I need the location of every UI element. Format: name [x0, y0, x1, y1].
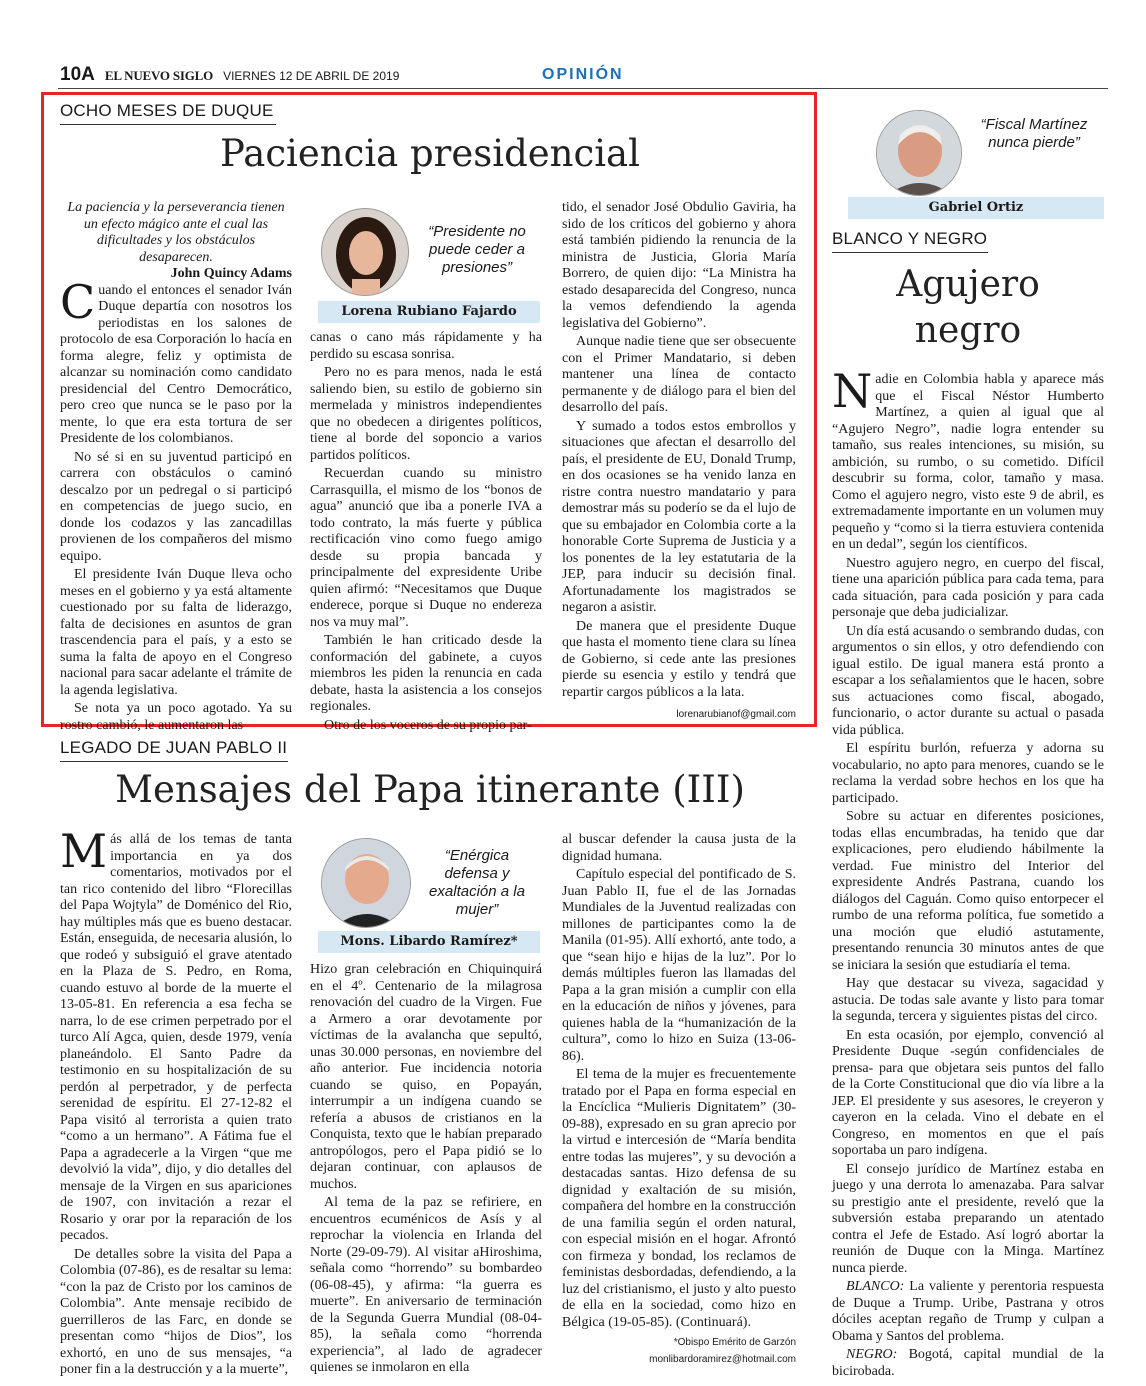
paragraph: Cuando el entonces el senador Iván Duque departía con nosotros los periodistas en los salones de protocolo de esa Corporación lo hacía en forma alegre, feliz y optimista de alcanzar su nominación como candidato presidencial del Centro Democrático, pero creo que nunca se le paso por la mente, lo que era esta tortura de ser Presidente de los colombianos. — [60, 274, 292, 446]
article2-column-3 — [562, 832, 796, 1368]
article2-column-2 — [310, 962, 542, 1377]
paragraph: Nadie en Colombia habla y aparece más que el Fiscal Néstor Humberto Martínez, a quien al igual que al “Agujero Negro”, nadie logra entender su tamaño, sus reales intenciones, su misión, su ambición, su rumbo, o su cometido. Difícil descubrir su forma, color, tamaño y masa. Como el agujero negro, visto este 9 de abril, es extremadamente importante en un volumen muy pequeño y “como si la tierra estuviera contenida en un dedal”, según los científicos. — [832, 364, 1104, 552]
masthead — [60, 64, 399, 86]
author-name: Lorena Rubiano Fajardo — [318, 301, 540, 323]
pull-quote: “Enérgica defensa y exaltación a la mujer” — [429, 847, 525, 918]
paragraph: Otro de los voceros de su propio par- — [324, 717, 532, 733]
paragraph: tido, el senador José Obdulio Gaviria, ha sido de los críticos del gobierno y ahora está también pidiendo la renuncia de la ministra de Justicia, Gloria María Borrero, de quien dijo: “La Ministra ha estado desaparecida del Congreso, nunca la vemos defendiendo la agenda legislativa del Gobierno”. — [562, 200, 796, 331]
article2-column-1 — [60, 824, 292, 1379]
article1-column-1 — [60, 200, 292, 734]
paragraph: También le han criticado desde la conformación del gabinete, a cuyos miembros les piden la renuncia en cada debate, hasta la asistencia a los consejos regionales. — [310, 633, 542, 714]
masthead-rule — [58, 88, 1108, 89]
author-photo — [321, 838, 411, 928]
paragraph: NEGRO: Bogotá, capital mundial de la bicirobada. — [832, 1347, 1104, 1379]
pull-quote: “Presidente no puede ceder a presiones” — [428, 223, 526, 276]
footnote: *Obispo Emérito de Garzón — [673, 1337, 796, 1348]
paragraph: De manera que el presidente Duque que hasta el momento tiene clara su línea de Gobierno, si cede ante las presiones pierde su esencia y estilo y tendrá que repartir cargos públicos a la lata. — [562, 618, 796, 700]
author-name: Gabriel Ortiz — [848, 197, 1104, 219]
newspaper-name: EL NUEVO SIGLO — [104, 68, 214, 83]
kicker-underline — [60, 124, 276, 125]
article2-author-box — [318, 835, 540, 953]
paragraph: De detalles sobre la visita del Papa a Colombia (07-86), es de resaltar su lema: “con la paz de Cristo por los caminos de Colombia”. Ante mensaje recibido de guerrilleros de las Farc, en donde se presentan como “hijos de Dios”, los exhortó, en uno de sus mensajes, “a poner fin a la destrucción y a la muerte”, — [60, 1246, 292, 1377]
article1-kicker: OCHO MESES DE DUQUE — [60, 101, 274, 120]
paragraph: En esta ocasión, por ejemplo, convenció al Presidente Duque -según confidenciales de prensa- para que objetara seis puntos del fallo de la Corte Constitucional que dio vía libre a la JEP. El presidente y sus asesores, le creyeron y cayeron en la celada. Vino el debate en el Congreso, en momentos en que el país soportaba un paro indígena. — [832, 1027, 1104, 1158]
epigraph: La paciencia y la perseverancia tienen un efecto mágico ante el cual las dificultades y los obstáculos desaparecen. — [67, 200, 285, 265]
paragraph: Pero no es para menos, nada le está saliendo bien, su estilo de gobierno sin mermelada y ministros independientes que no obedecen a dirigentes políticos, tiene al borde del soponcio a varios partidos políticos. — [310, 365, 542, 463]
paragraph: Se nota ya un poco agotado. Ya su rostro cambió, le aumentaron las — [60, 701, 292, 733]
drop-cap: M — [60, 824, 108, 878]
paragraph: BLANCO: La valiente y perentoria respuesta de Duque a Trump. Uribe, Pastrana y otros dóciles aceptan regaño de Trump y culpan a Obama y Santos del problema. — [832, 1279, 1104, 1344]
issue-date: VIERNES 12 DE ABRIL DE 2019 — [223, 69, 400, 83]
paragraph: Sobre su actuar en diferentes posiciones, todas ellas encumbradas, ha tenido que dar explicaciones, pero eludiendo hábilmente la verdad. Fue ministro del Interior del expresidente Andrés Pastrana, cuando los diálogos del Caguán. Como quiso entorpecer el rumbo de una reforma política, fue sometido a una moción que eludió astutamente, presentando renuncia 30 minutos antes de que se iniciara la sesión que estudiaría el tema. — [832, 809, 1104, 973]
paragraph: Recuerdan cuando su ministro Carrasquilla, el mismo de los “bonos de agua” anunció que iba a ponerle IVA a todo contrato, la más fuerte y pública rectificación vino como fuego amigo desde su propia bancada y principalmente del expresidente Uribe quien afirmó: “Necesitamos que Duque enderece, porque si Duque no endereza nos va muy mal”. — [310, 466, 542, 630]
paragraph: Nuestro agujero negro, en cuerpo del fiscal, tiene una aparición pública para cada tema, para cada situación, para cada posición y para cada personaje que deba judicializar. — [832, 555, 1104, 620]
paragraph: El consejo jurídico de Martínez estaba en juego y una derrota lo amenazaba. Para salvar su prestigio ante el presidente, reveló que la subversión estaba preparando un atentado contra el Jefe de Estado. Así logró abortar la reunión de Duque con la Minga. Martínez nunca pierde. — [832, 1161, 1104, 1276]
paragraph: El presidente Iván Duque lleva ocho meses en el gobierno y ya está altamente cuestionado por su falta de liderazgo, falta de decisiones en asuntos de gran trascendencia para el país, y a esto se suma la falta de apoyo en el Congreso nacional para sacar adelante el trámite de la agenda legislativa. — [60, 567, 292, 698]
author-email: lorenarubianof@gmail.com — [676, 709, 796, 720]
paragraph: Y sumado a todos estos embrollos y situaciones que afectan el desarrollo del país, el presidente de EU, Donald Trump, en dos ocasiones se ha venido lanza en ristre contra nuestro mandatario y para demostrar más su poderío se da el lujo de que su embajador en Colombia corte a la honorable Corte Suprema de Justicia y a los ponentes de la ley estatutaria de la JEP, para inducir su decisión final. Afortunadamente los magistrados se negaron a asistir. — [562, 418, 796, 615]
article2-headline: Mensajes del Papa itinerante (III) — [115, 768, 745, 811]
paragraph: Hay que destacar su viveza, sagacidad y astucia. De todas sale avante y listo para tomar la segunda, tercera y siguientes pistas del circo. — [832, 976, 1104, 1024]
pull-quote: “Fiscal Martínez nunca pierde” — [980, 116, 1088, 151]
headline-line: negro — [914, 310, 1022, 351]
paragraph: Aunque nadie tiene que ser obsecuente con el Primer Mandatario, si deben mantener una línea de contacto permanente y de diálogo para el bien del desarrollo del país. — [562, 334, 796, 415]
article1-headline: Paciencia presidencial — [220, 132, 640, 175]
paragraph: Un día está acusando o sembrando dudas, con argumentos o sin ellos, y otro defendiendo con igual estilo. De igual manera está pronto a escapar a los señalamientos que le hacen, sobre sus actuaciones como fiscal, abogado, funcionario, o actor durante su actual o pasada vida pública. — [832, 623, 1104, 738]
article1-column-3 — [562, 200, 796, 724]
paragraph: canas o cano más rápidamente y ha perdido su escasa sonrisa. — [310, 330, 542, 362]
drop-cap: N — [832, 364, 873, 418]
paragraph: Hizo gran celebración en Chiquinquirá en el 4º. Centenario de la milagrosa renovación del cuadro de la Virgen. Fue a Armero a orar devotamente por víctimas de la avalancha que sepultó, unas 30.000 personas, en noviembre del año anterior. Fue incidencia notoria cuando se quiso, en Popayán, interrumpir a un indígena cuando se refería a abusos de cristianos en la Conquista, texto que le habían preparado antropólogos, pero el Papa pidió se lo dejaran continuar, con aplausos de muchos. — [310, 962, 542, 1192]
author-name: Mons. Libardo Ramírez* — [318, 931, 540, 953]
label-negro: NEGRO: — [846, 1347, 898, 1362]
kicker-underline — [832, 252, 988, 253]
paragraph: El espíritu burlón, refuerza y adorna su vocabulario, no apto para menores, cuando se le reclama la verdad sobre hechos en los que ha participado. — [832, 741, 1104, 806]
section-title: OPINIÓN — [542, 66, 624, 83]
article3-kicker: BLANCO Y NEGRO — [832, 229, 988, 248]
paragraph: Capítulo especial del pontificado de S. Juan Pablo II, fue el de las Jornadas Mundiales de la Juventud realizadas con millones de participantes como la de Manila (01-95). Allí exhortó, ante todo, a que “sean hijo e hijas de la luz”. Por lo demás múltiples fueron las llamadas del Papa a la gran misión a cumplir con ella en la educación de niños y jóvenes, para quienes habla de la “humanización de la cultura”, como lo hizo en Suiza (13-06-86). — [562, 867, 796, 1064]
drop-cap: C — [60, 274, 96, 329]
headline-line: Agujero — [896, 264, 1040, 305]
paragraph: al buscar defender la causa justa de la dignidad humana. — [562, 832, 796, 864]
author-email: monlibardoramirez@hotmail.com — [649, 1353, 796, 1365]
paragraph: El tema de la mujer es frecuentemente tratado por el Papa en forma especial en la Encíclica “Mulieris Dignitatem” (30-09-88), expresado en su gran aprecio por la virtud e intercesión de “María bendita entre todas las mujeres”, y su devoción a destacadas santas. Hizo defensa de su dignidad y exaltación de su misión, compañera del hombre en la construcción de una familia según el orden natural, con especial misión en el hogar. Afrontó con firmeza y bondad, los reclamos de feministas desbordadas, defendiendo, a la luz del cristianismo, el justo y alto puesto de ella en la sociedad, como hizo en Bélgica (19-05-85). (Continuará). — [562, 1067, 796, 1330]
author-photo — [321, 208, 409, 296]
article3-headline — [832, 262, 1104, 354]
paragraph: No sé si en su juventud participó en carrera con obstáculos o caminó descalzo por un pedregal o si participó en competencias de juego sucio, en donde los codazos y las zancadillas provienen de los compañeros del mismo equipo. — [60, 449, 292, 564]
paragraph: Al tema de la paz se refiriere, en encuentros ecuménicos de Asís y al reprochar la violencia en Irlanda del Norte (29-09-79). Al visitar aHiroshima, señala como “horrendo” su bombardeo (06-08-45), y afirma: “la guerra es muerte”. En aniversario de terminación de la Segunda Guerra Mundial (08-04-85), la señala como “horrenda experiencia”, al lado de agradecer quienes se inmolaron en ella — [310, 1195, 542, 1375]
article2-kicker: LEGADO DE JUAN PABLO II — [60, 738, 288, 757]
label-blanco: BLANCO: — [846, 1279, 905, 1294]
article1-column-2 — [310, 330, 542, 734]
article3-author-box — [848, 110, 1104, 222]
author-photo — [876, 110, 962, 196]
page-number: 10A — [60, 64, 95, 85]
paragraph: Más allá de los temas de tanta importancia en ya dos comentarios, motivados por el tan rico contenido del libro “Florecillas del Papa Wojtyla” de Doménico del Rio, hay múltiples más que es bueno destacar. Están, enseguida, de necesaria alusión, lo que rodeó y subsiguió el grave atentado en la Plaza de S. Pedro, en Roma, cuando estuvo al borde de la muerte el 13-05-81. En referencia a esa fecha se narra, lo de ese crimen perpetrado por el turco Alí Agca, quien, desde 1979, venía planeándolo. El Santo Padre da testimonio en su hospitalización de su perdón al perpetrador, y de perfecta serenidad de espíritu. El 27-12-82 el Papa visitó al terrorista a quien trato “como a un hermano”. A Fátima fue el Papa a agradecerle a la Virgen “que me devolvió la vida”, dijo, y dio detalles del mensaje de la Virgen en sus apariciones de 1907, con invitación a rezar el Rosario y orar por la reparación de los pecados. — [60, 824, 292, 1243]
article3-body — [832, 364, 1104, 1380]
epigraph-author: John Quincy Adams — [170, 266, 292, 281]
article1-author-box — [318, 205, 540, 323]
kicker-underline — [60, 761, 288, 762]
